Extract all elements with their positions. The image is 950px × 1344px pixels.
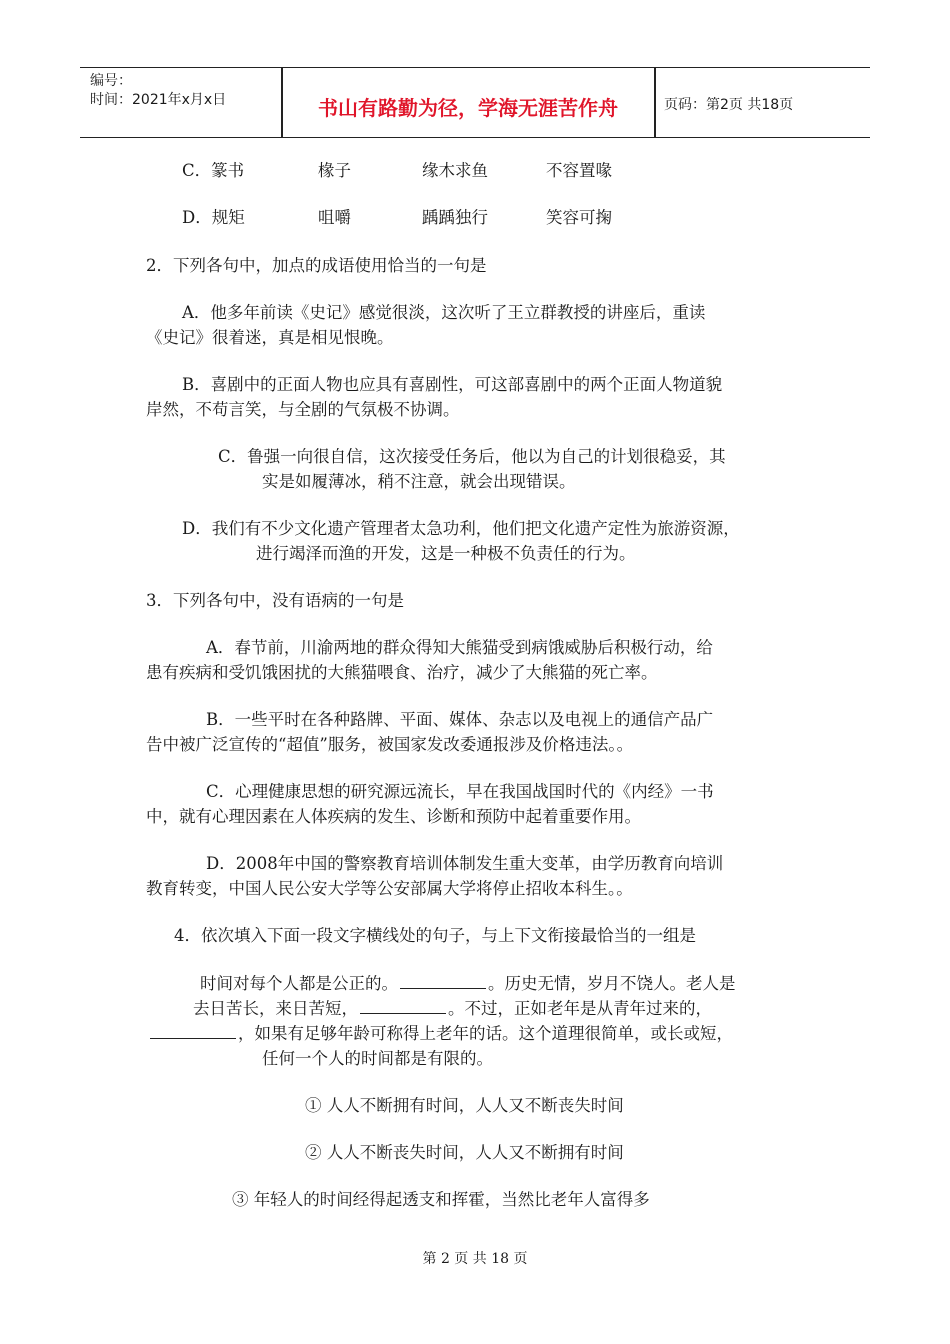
q3-option-d-cont: 教育转变，中国人民公安大学等公安部属大学将停止招收本科生。。: [146, 879, 633, 898]
q4-passage-text: ，如果有足够年龄可称得上老年的话。这个道理很简单，或长或短，: [238, 1024, 733, 1043]
q2-stem: 2．下列各句中，加点的成语使用恰当的一句是: [146, 256, 487, 275]
q4-passage-text: 去日苦长，来日苦短，: [193, 999, 358, 1018]
q3-option-a: A．春节前，川渝两地的群众得知大熊猫受到病饿威胁后积极行动，给: [206, 638, 713, 657]
q4-passage-line-4: 任何一个人的时间都是有限的。: [262, 1049, 493, 1068]
q4-choice-3: ③ 年轻人的时间经得起透支和挥霍，当然比老年人富得多: [232, 1190, 650, 1209]
q2-option-c: C．鲁强一向很自信，这次接受任务后，他以为自己的计划很稳妥，其: [218, 447, 726, 466]
option-c-word-2: 椽子: [318, 161, 351, 180]
q3-option-b: B．一些平时在各种路牌、平面、媒体、杂志以及电视上的通信产品广: [206, 710, 714, 729]
q2-option-b: B．喜剧中的正面人物也应具有喜剧性，可这部喜剧中的两个正面人物道貌: [182, 375, 723, 394]
option-d-word-4: 笑容可掬: [546, 208, 612, 227]
q2-option-b-cont: 岸然，不苟言笑，与全剧的气氛极不协调。: [146, 400, 460, 419]
option-c-word-4: 不容置喙: [546, 161, 612, 180]
q4-passage-text: 。历史无情，岁月不饶人。老人是: [488, 974, 736, 993]
header-date: 时间：2021年x月x日: [90, 92, 227, 108]
q4-stem: 4．依次填入下面一段文字横线处的句子，与上下文衔接最恰当的一组是: [174, 926, 696, 945]
fill-blank-3[interactable]: [150, 1024, 236, 1039]
option-c-word-3: 缘木求鱼: [422, 161, 488, 180]
page-footer: 第 2 页 共 18 页: [422, 1251, 528, 1267]
q3-option-c: C．心理健康思想的研究源远流长，早在我国战国时代的《内经》一书: [206, 782, 714, 801]
header-page-info: 页码：第2页 共18页: [664, 97, 794, 113]
q3-stem: 3．下列各句中，没有语病的一句是: [146, 591, 404, 610]
q2-option-a-cont: 《史记》很着迷，真是相见恨晚。: [146, 328, 394, 347]
q3-option-c-cont: 中，就有心理因素在人体疾病的发生、诊断和预防中起着重要作用。: [146, 807, 641, 826]
q2-option-c-cont: 实是如履薄冰，稍不注意，就会出现错误。: [262, 472, 576, 491]
header-number: 编号：: [90, 73, 132, 89]
q3-option-b-cont: 告中被广泛宣传的“超值”服务，被国家发改委通报涉及价格违法。。: [146, 735, 634, 754]
q4-passage-line-2: [193, 998, 712, 1020]
page-header: [80, 67, 870, 138]
q2-option-d-cont: 进行竭泽而渔的开发，这是一种极不负责任的行为。: [256, 544, 636, 563]
q4-choice-2: ② 人人不断丧失时间，人人又不断拥有时间: [305, 1143, 624, 1162]
q4-passage-text: 。不过，正如老年是从青年过来的，: [448, 999, 712, 1018]
q3-option-d: D．2008年中国的警察教育培训体制发生重大变革，由学历教育向培训: [206, 854, 724, 873]
option-c-word-1: C．篆书: [182, 161, 245, 180]
header-meta: [90, 72, 226, 110]
option-d-word-3: 踽踽独行: [422, 208, 488, 227]
header-motto: 书山有路勤为径，学海无涯苦作舟: [318, 96, 618, 120]
q4-choice-1: ① 人人不断拥有时间，人人又不断丧失时间: [305, 1096, 624, 1115]
q3-option-a-cont: 患有疾病和受饥饿困扰的大熊猫喂食、治疗，减少了大熊猫的死亡率。: [146, 663, 658, 682]
fill-blank-1[interactable]: [400, 974, 486, 989]
option-d-word-1: D．规矩: [182, 208, 245, 227]
header-divider: [654, 68, 656, 137]
fill-blank-2[interactable]: [360, 999, 446, 1014]
q4-passage-line-1: [200, 973, 736, 995]
q2-option-d: D．我们有不少文化遗产管理者太急功利，他们把文化遗产定性为旅游资源，: [182, 519, 740, 538]
q4-passage-line-3: [148, 1023, 733, 1045]
q4-passage-text: 时间对每个人都是公正的。: [200, 974, 398, 993]
option-d-word-2: 咀嚼: [318, 208, 351, 227]
q2-option-a: A．他多年前读《史记》感觉很淡，这次听了王立群教授的讲座后，重读: [182, 303, 706, 322]
